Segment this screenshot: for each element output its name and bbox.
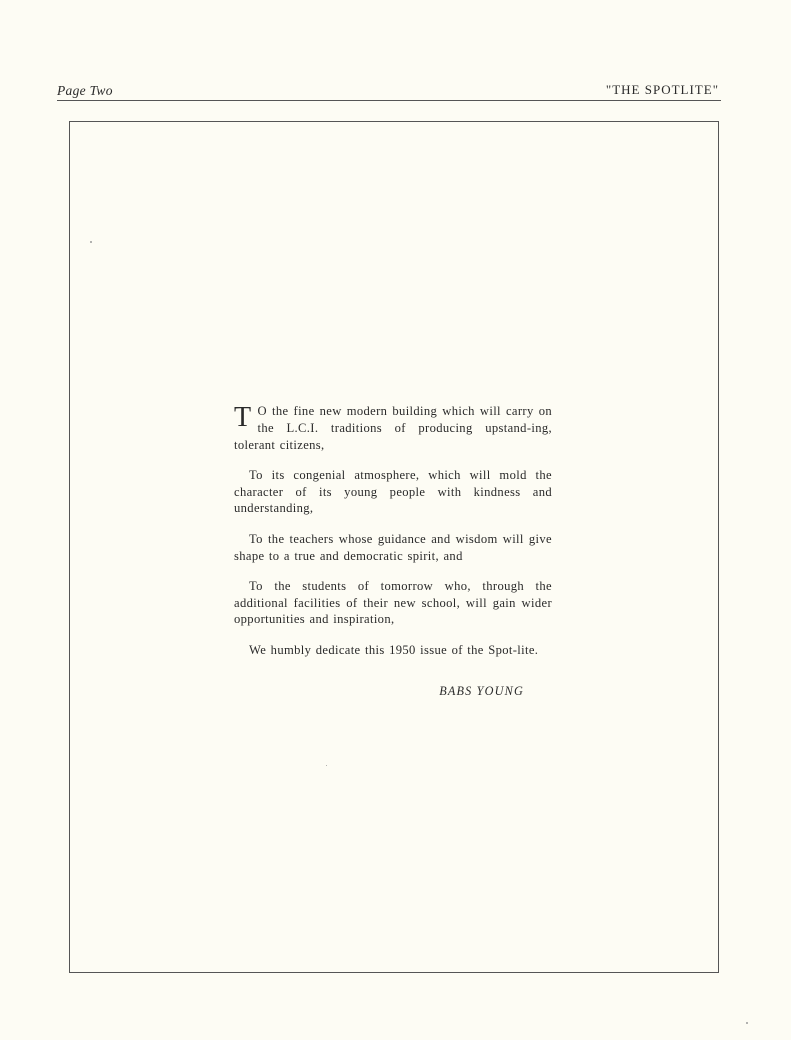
dedication-paragraph: To the teachers whose guidance and wisdom will give shape to a true and democratic spirit, and (234, 531, 552, 563)
dedication-paragraph: To the students of tomorrow who, through the additional facilities of their new school, will gain wider opportunities and inspiration, (234, 578, 552, 627)
publication-title: "THE SPOTLITE" (605, 82, 719, 97)
drop-cap: T (234, 402, 252, 433)
paper-speck (746, 1022, 748, 1024)
signature: BABS YOUNG (439, 684, 524, 698)
paper-speck (90, 241, 92, 243)
dedication-paragraph: We humbly dedicate this 1950 issue of the Spot-lite. (249, 642, 539, 657)
dedication-paragraph-1-text: O the fine new modern building which will carry on the L.C.I. traditions of producing upstand-ing, tolerant citizens, (234, 404, 552, 452)
header-rule (57, 100, 721, 101)
dedication-text (234, 403, 552, 672)
dedication-paragraph: To its congenial atmosphere, which will mold the character of its young people with kindness and understanding, (234, 467, 552, 516)
paper-speck (326, 765, 327, 766)
page-label: Page Two (57, 83, 113, 98)
dedication-paragraph (234, 403, 552, 453)
running-header (57, 82, 719, 100)
